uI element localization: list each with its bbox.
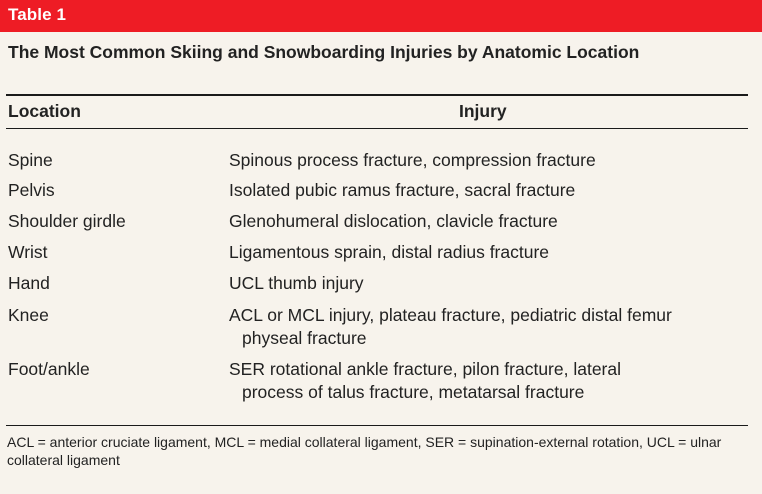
table-footnote: ACL = anterior cruciate ligament, MCL = medial collateral ligament, SER = supination-external rotation, UCL = ulnar collateral ligament	[7, 434, 722, 468]
injury-line: Glenohumeral dislocation, clavicle fracture	[229, 211, 558, 231]
row-location-wrist: Wrist	[8, 242, 48, 262]
injury-line-continued: process of talus fracture, metatarsal fracture	[242, 382, 585, 402]
row-location-pelvis: Pelvis	[8, 180, 55, 200]
column-header-injury: Injury	[459, 101, 507, 121]
column-header-location: Location	[8, 101, 81, 121]
table-number: Table 1	[8, 5, 67, 24]
injury-line: UCL thumb injury	[229, 273, 364, 293]
row-injury-foot-ankle	[229, 358, 757, 404]
row-location-hand: Hand	[8, 273, 50, 293]
row-location-spine: Spine	[8, 150, 53, 170]
injury-line: SER rotational ankle fracture, pilon fracture, lateral	[229, 359, 621, 379]
row-location-foot-ankle: Foot/ankle	[8, 359, 90, 379]
row-injury-knee	[229, 304, 757, 350]
row-location-knee: Knee	[8, 305, 49, 325]
table-banner	[0, 0, 762, 32]
injury-line: ACL or MCL injury, plateau fracture, pediatric distal femur	[229, 305, 672, 325]
row-injury-hand	[229, 272, 757, 295]
table-title: The Most Common Skiing and Snowboarding Injuries by Anatomic Location	[8, 42, 640, 62]
injury-line-continued: physeal fracture	[242, 328, 367, 348]
row-injury-pelvis	[229, 179, 757, 202]
injury-line: Spinous process fracture, compression fracture	[229, 150, 596, 170]
row-injury-wrist	[229, 241, 757, 264]
row-injury-spine	[229, 149, 757, 172]
top-rule	[6, 94, 748, 96]
row-location-shoulder-girdle: Shoulder girdle	[8, 211, 126, 231]
injury-line: Isolated pubic ramus fracture, sacral fracture	[229, 180, 576, 200]
row-injury-shoulder-girdle	[229, 210, 757, 233]
injury-line: Ligamentous sprain, distal radius fracture	[229, 242, 550, 262]
header-rule	[6, 128, 748, 129]
footer-rule	[6, 425, 748, 426]
